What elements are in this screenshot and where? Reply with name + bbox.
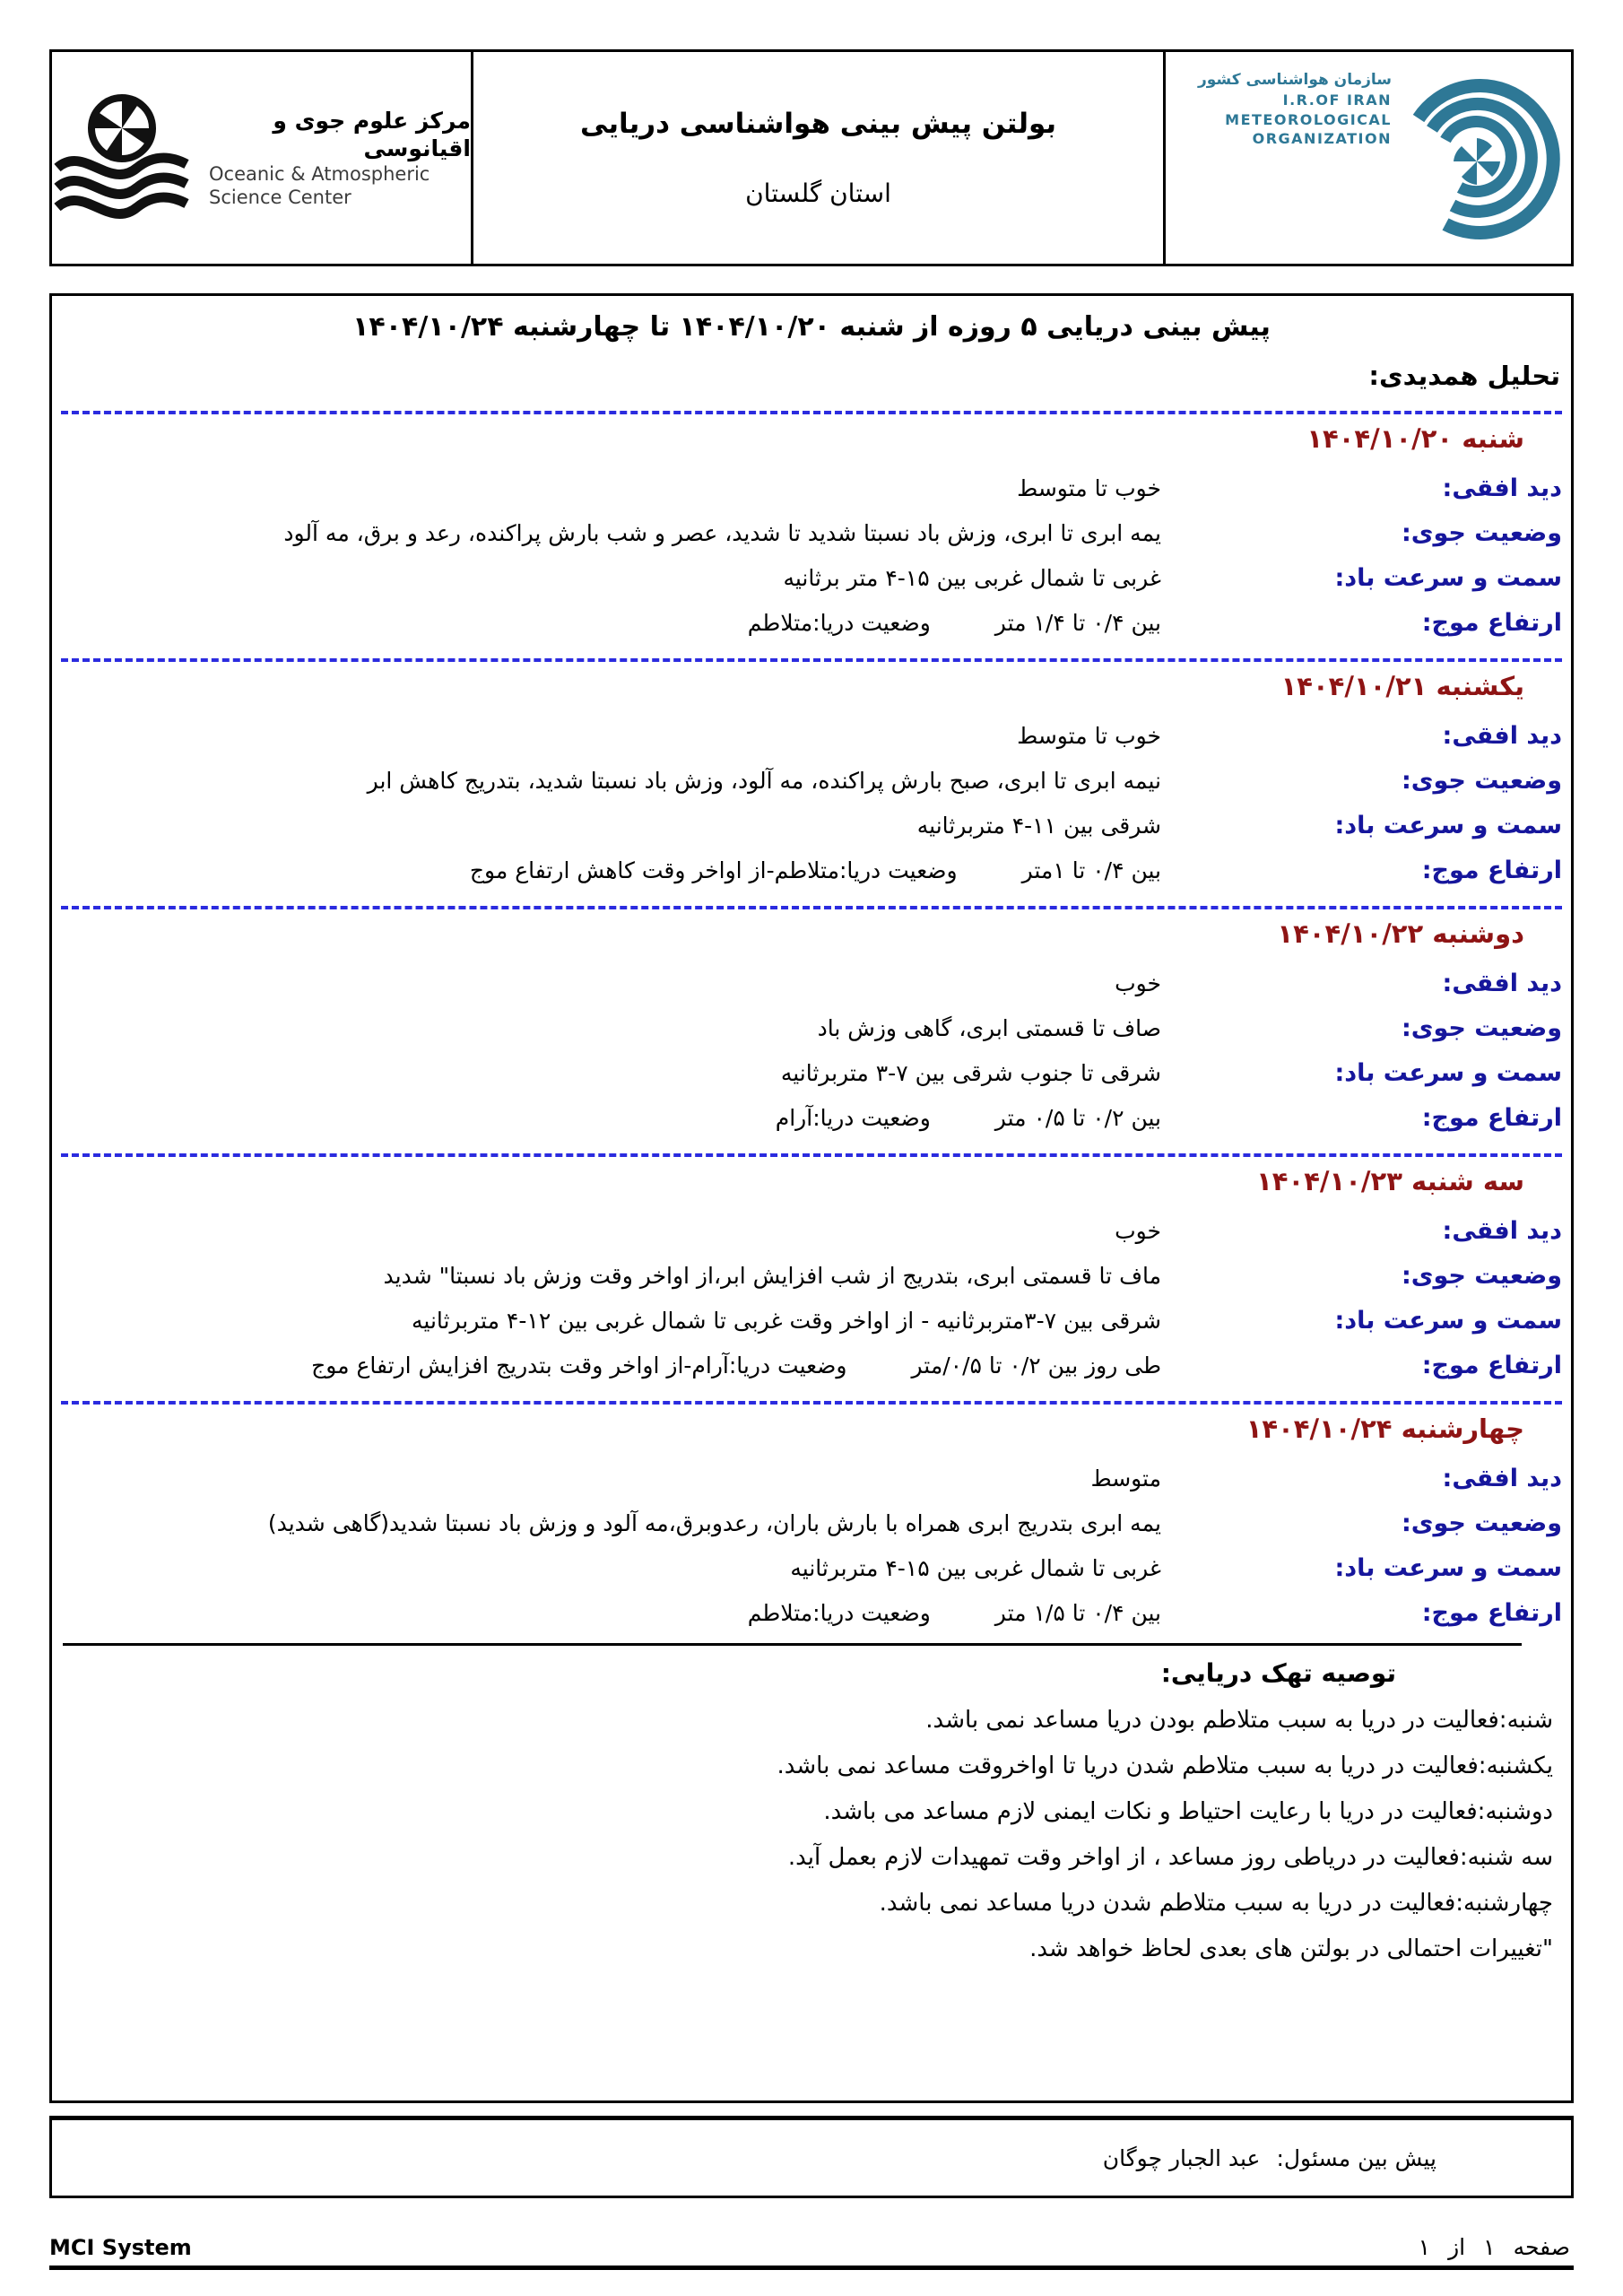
page-footer [49, 2229, 1574, 2270]
advisory-line: دوشنبه:فعالیت در دریا با رعایت احتیاط و نکات ایمنی لازم مساعد می باشد. [823, 1798, 1553, 1825]
irimo-name-en-3: ORGANIZATION [1252, 130, 1392, 148]
sea-state-value: وضعیت دریا:آرام-از اواخر وقت بتدریج افزایش ارتفاع موج [311, 1352, 847, 1378]
day-section-wednesday [61, 1413, 1562, 1629]
advisory-line: یکشنبه:فعالیت در دریا به سبب متلاطم شدن دریا تا اواخروقت مساعد نمی باشد. [777, 1752, 1553, 1779]
header-left-logo-cell [49, 49, 473, 266]
wave-row [61, 856, 1562, 886]
bulletin-title: پیش بینی دریایی ۵ روزه از شنبه ۱۴۰۴/۱۰/۲۰ تا چهارشنبه ۱۴۰۴/۱۰/۲۴ [352, 311, 1271, 343]
irimo-logo-text [1198, 70, 1392, 149]
advisory-line: شنبه:فعالیت در دریا به سبب متلاطم بودن دریا مساعد نمی باشد. [925, 1707, 1553, 1734]
visibility-value: خوب تا متوسط [1017, 723, 1161, 749]
page-total: ۱ [1418, 2234, 1431, 2260]
day-section-saturday [61, 423, 1562, 662]
page-number [1419, 2234, 1570, 2260]
visibility-label: دید افقی: [1442, 722, 1562, 750]
wind-value: شرقی بین ۱۱-۴ متربرثانیه [916, 813, 1161, 839]
wave-value: بین ۰/۴ تا ۱متر [1021, 857, 1161, 883]
oceanic-center-name-fa: مرکز علوم جوی و اقیانوسی [273, 107, 471, 161]
page-current: ۱ [1483, 2234, 1496, 2260]
marine-advisory-section [61, 1658, 1562, 1963]
visibility-row [61, 721, 1562, 752]
header-title-cell [473, 49, 1166, 266]
visibility-value: خوب تا متوسط [1017, 475, 1161, 501]
wave-label: ارتفاع موج: [1421, 1104, 1562, 1132]
wind-row [61, 1553, 1562, 1584]
irimo-name-fa: سازمان هواشناسی کشور [1197, 71, 1392, 89]
system-name: MCI System [49, 2235, 192, 2260]
wave-value: طی روز بین ۰/۲ تا ۰/۵/متر [911, 1352, 1161, 1378]
weather-label: وضعیت جوی: [1401, 1509, 1562, 1537]
wind-row [61, 811, 1562, 841]
header [49, 49, 1574, 266]
wind-label: سمت و سرعت باد: [1334, 1554, 1562, 1582]
advisory-heading: توصیه تهک دریایی: [1160, 1658, 1396, 1688]
visibility-row [61, 474, 1562, 504]
separator-dashed [61, 411, 1562, 414]
bulletin-header-title: بولتن پیش بینی هواشناسی دریایی [579, 107, 1057, 140]
wave-value: بین ۰/۴ تا ۱/۴ متر [994, 610, 1161, 636]
wind-value: غربی تا شمال غربی بین ۱۵-۴ متربرثانیه [790, 1555, 1161, 1581]
weather-value: یمه ابری تا ابری، وزش باد نسبتا شدید تا شدید، عصر و شب بارش پراکنده، رعد و برق، مه آلود [283, 520, 1161, 546]
wind-label: سمت و سرعت باد: [1334, 1307, 1562, 1335]
weather-label: وضعیت جوی: [1401, 519, 1562, 547]
weather-label: وضعیت جوی: [1401, 767, 1562, 795]
weather-row [61, 1013, 1562, 1044]
forecaster-signature-box [49, 2116, 1574, 2198]
page-label: صفحه [1513, 2234, 1570, 2260]
synoptic-analysis-label: تحلیل همدیدی: [1368, 361, 1560, 391]
weather-value: صاف تا قسمتی ابری، گاهی وزش باد [817, 1015, 1161, 1041]
page-of-label: از [1448, 2234, 1466, 2260]
weather-row [61, 1509, 1562, 1539]
advisory-line: سه شنبه:فعالیت در دریاطی روز مساعد ، از اواخر وقت تمهیدات لازم بعمل آید. [787, 1844, 1553, 1871]
visibility-value: خوب [1115, 1218, 1161, 1244]
day-heading: یکشنبه ۱۴۰۴/۱۰/۲۱ [1280, 671, 1524, 701]
visibility-value: متوسط [1090, 1465, 1161, 1492]
wind-value: شرقی تا جنوب شرقی بین ۷-۳ متربرثانیه [780, 1060, 1161, 1086]
weather-value: ماف تا قسمتی ابری، بتدریج از شب افزایش ابر،از اواخر وقت وزش باد نسبتا" شدید [383, 1263, 1161, 1289]
irimo-name-en-1: I.R.OF IRAN [1282, 91, 1392, 109]
forecaster-label: پیش بین مسئول: [1276, 2144, 1436, 2171]
day-heading: شنبه ۱۴۰۴/۱۰/۲۰ [1306, 423, 1524, 454]
wave-value: بین ۰/۴ تا ۱/۵ متر [994, 1600, 1161, 1626]
wave-row [61, 1103, 1562, 1134]
separator-dashed [61, 1153, 1562, 1157]
sea-state-value: وضعیت دریا:متلاطم [747, 1600, 931, 1626]
wave-row [61, 1598, 1562, 1629]
separator-solid [63, 1643, 1522, 1646]
visibility-row [61, 969, 1562, 999]
weather-row [61, 518, 1562, 549]
wave-row [61, 1351, 1562, 1381]
wind-row [61, 563, 1562, 594]
separator-dashed [61, 906, 1562, 909]
province-name: استان گلستان [745, 178, 891, 209]
wind-label: سمت و سرعت باد: [1334, 1059, 1562, 1087]
bulletin-body [49, 293, 1574, 2103]
visibility-label: دید افقی: [1442, 970, 1562, 997]
wave-row [61, 608, 1562, 639]
header-right-logo-cell [1166, 49, 1574, 266]
visibility-value: خوب [1115, 970, 1161, 996]
advisory-line: "تغییرات احتمالی در بولتن های بعدی لحاظ خواهد شد. [1029, 1935, 1553, 1962]
day-heading: دوشنبه ۱۴۰۴/۱۰/۲۲ [1277, 918, 1524, 949]
wind-label: سمت و سرعت باد: [1334, 812, 1562, 839]
oceanic-center-name-en-2: Science Center [209, 187, 352, 209]
day-section-sunday [61, 671, 1562, 909]
visibility-label: دید افقی: [1442, 1465, 1562, 1492]
irimo-name-en-2: METEOROLOGICAL [1225, 110, 1392, 128]
visibility-row [61, 1464, 1562, 1494]
oceanic-center-name-en-1: Oceanic & Atmospheric [209, 163, 430, 185]
oceanic-center-logo-text [209, 107, 471, 210]
visibility-label: دید افقی: [1442, 1217, 1562, 1245]
wave-label: ارتفاع موج: [1421, 1599, 1562, 1627]
day-section-tuesday [61, 1166, 1562, 1405]
sea-state-value: وضعیت دریا:آرام [775, 1105, 931, 1131]
separator-dashed [61, 658, 1562, 662]
oceanic-center-logo-icon [52, 82, 200, 234]
visibility-row [61, 1216, 1562, 1247]
day-heading: چهارشنبه ۱۴۰۴/۱۰/۲۴ [1245, 1413, 1524, 1444]
wind-row [61, 1058, 1562, 1089]
weather-row [61, 1261, 1562, 1292]
wave-label: ارتفاع موج: [1421, 857, 1562, 884]
sea-state-value: وضعیت دریا:متلاطم [747, 610, 931, 636]
day-section-monday [61, 918, 1562, 1157]
wave-label: ارتفاع موج: [1421, 609, 1562, 637]
wind-value: شرقی بین ۷-۳متربرثانیه - از اواخر وقت غربی تا شمال غربی بین ۱۲-۴ متربرثانیه [412, 1308, 1161, 1334]
separator-dashed [61, 1401, 1562, 1405]
wave-value: بین ۰/۲ تا ۰/۵ متر [994, 1105, 1161, 1131]
visibility-label: دید افقی: [1442, 474, 1562, 502]
wind-value: غربی تا شمال غربی بین ۱۵-۴ متر برثانیه [783, 565, 1161, 591]
irimo-spiral-icon [1392, 65, 1562, 244]
weather-label: وضعیت جوی: [1401, 1014, 1562, 1042]
wind-label: سمت و سرعت باد: [1334, 564, 1562, 592]
wave-label: ارتفاع موج: [1421, 1352, 1562, 1379]
weather-row [61, 766, 1562, 796]
sea-state-value: وضعیت دریا:متلاطم-از اواخر وقت کاهش ارتفاع موج [469, 857, 958, 883]
day-heading: سه شنبه ۱۴۰۴/۱۰/۲۳ [1256, 1166, 1524, 1196]
forecaster-name: عبد الجبار چوگان [1102, 2144, 1261, 2171]
wind-row [61, 1306, 1562, 1336]
weather-value: نیمه ابری تا ابری، صبح بارش پراکنده، مه آلود، وزش باد نسبتا شدید، بتدریج کاهش ابر [367, 768, 1161, 794]
advisory-line: چهارشنبه:فعالیت در دریا به سبب متلاطم شدن دریا مساعد نمی باشد. [879, 1890, 1553, 1917]
weather-label: وضعیت جوی: [1401, 1262, 1562, 1290]
weather-value: یمه ابری بتدریج ابری همراه با بارش باران، رعدوبرق،مه آلود و وزش باد نسبتا شدید(گاهی شدید) [267, 1510, 1161, 1536]
